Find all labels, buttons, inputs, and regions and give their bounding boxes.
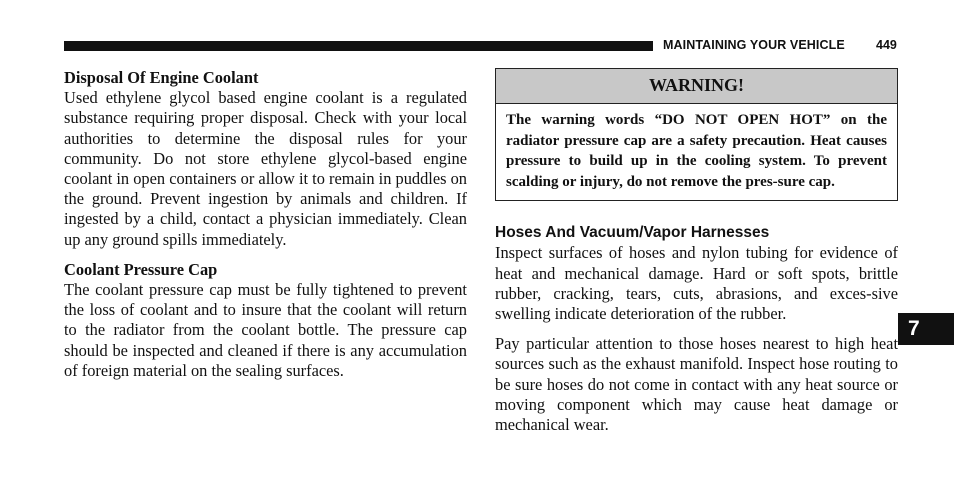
chapter-number: 7 bbox=[908, 317, 920, 340]
hoses-paragraph-1: Inspect surfaces of hoses and nylon tubing for evidence of heat and mechanical damage. Hard or soft spots, brittle rubber, cracking, tears, cuts, abrasions, and exces-sive swelling indicate deterioration of the rubber. bbox=[495, 243, 898, 323]
right-column bbox=[495, 68, 898, 435]
hoses-heading: Hoses And Vacuum/Vapor Harnesses bbox=[495, 224, 770, 242]
hoses-paragraph-2: Pay particular attention to those hoses nearest to high heat sources such as the exhaust manifold. Inspect hose routing to be sure hoses do not come in contact with any heat source or moving component which may cause heat damage or mechanical wear. bbox=[495, 334, 898, 434]
warning-box bbox=[495, 68, 898, 201]
chapter-tab bbox=[898, 313, 954, 345]
disposal-paragraph: Used ethylene glycol based engine coolant is a regulated substance requiring proper disposal. Check with your local authorities to determine the disposal rules for your community. Do not store ethylene glycol-based engine coolant in open containers or allow it to remain in puddles on the ground. Prevent ingestion by animals and children. If ingested by a child, contact a physician immediately. Clean up any ground spills immediately. bbox=[64, 88, 467, 249]
warning-text: The warning words “DO NOT OPEN HOT” on the radiator pressure cap are a safety precaution. Heat causes pressure to build up in the cooling system. To prevent scalding or injury, do not remove the pres-sure cap. bbox=[506, 112, 887, 190]
warning-title: WARNING! bbox=[496, 69, 897, 104]
pressure-cap-paragraph: The coolant pressure cap must be fully tightened to prevent the loss of coolant and to insure that the coolant will return to the radiator from the coolant bottle. The pressure cap should be inspected and cleaned if there is any accumulation of foreign material on the sealing surfaces. bbox=[64, 280, 467, 380]
pressure-cap-heading: Coolant Pressure Cap bbox=[64, 259, 218, 279]
page-number: 449 bbox=[876, 38, 897, 52]
header-rule bbox=[64, 41, 653, 51]
disposal-heading: Disposal Of Engine Coolant bbox=[64, 68, 259, 87]
left-column bbox=[64, 68, 467, 381]
section-title: MAINTAINING YOUR VEHICLE bbox=[663, 38, 845, 52]
